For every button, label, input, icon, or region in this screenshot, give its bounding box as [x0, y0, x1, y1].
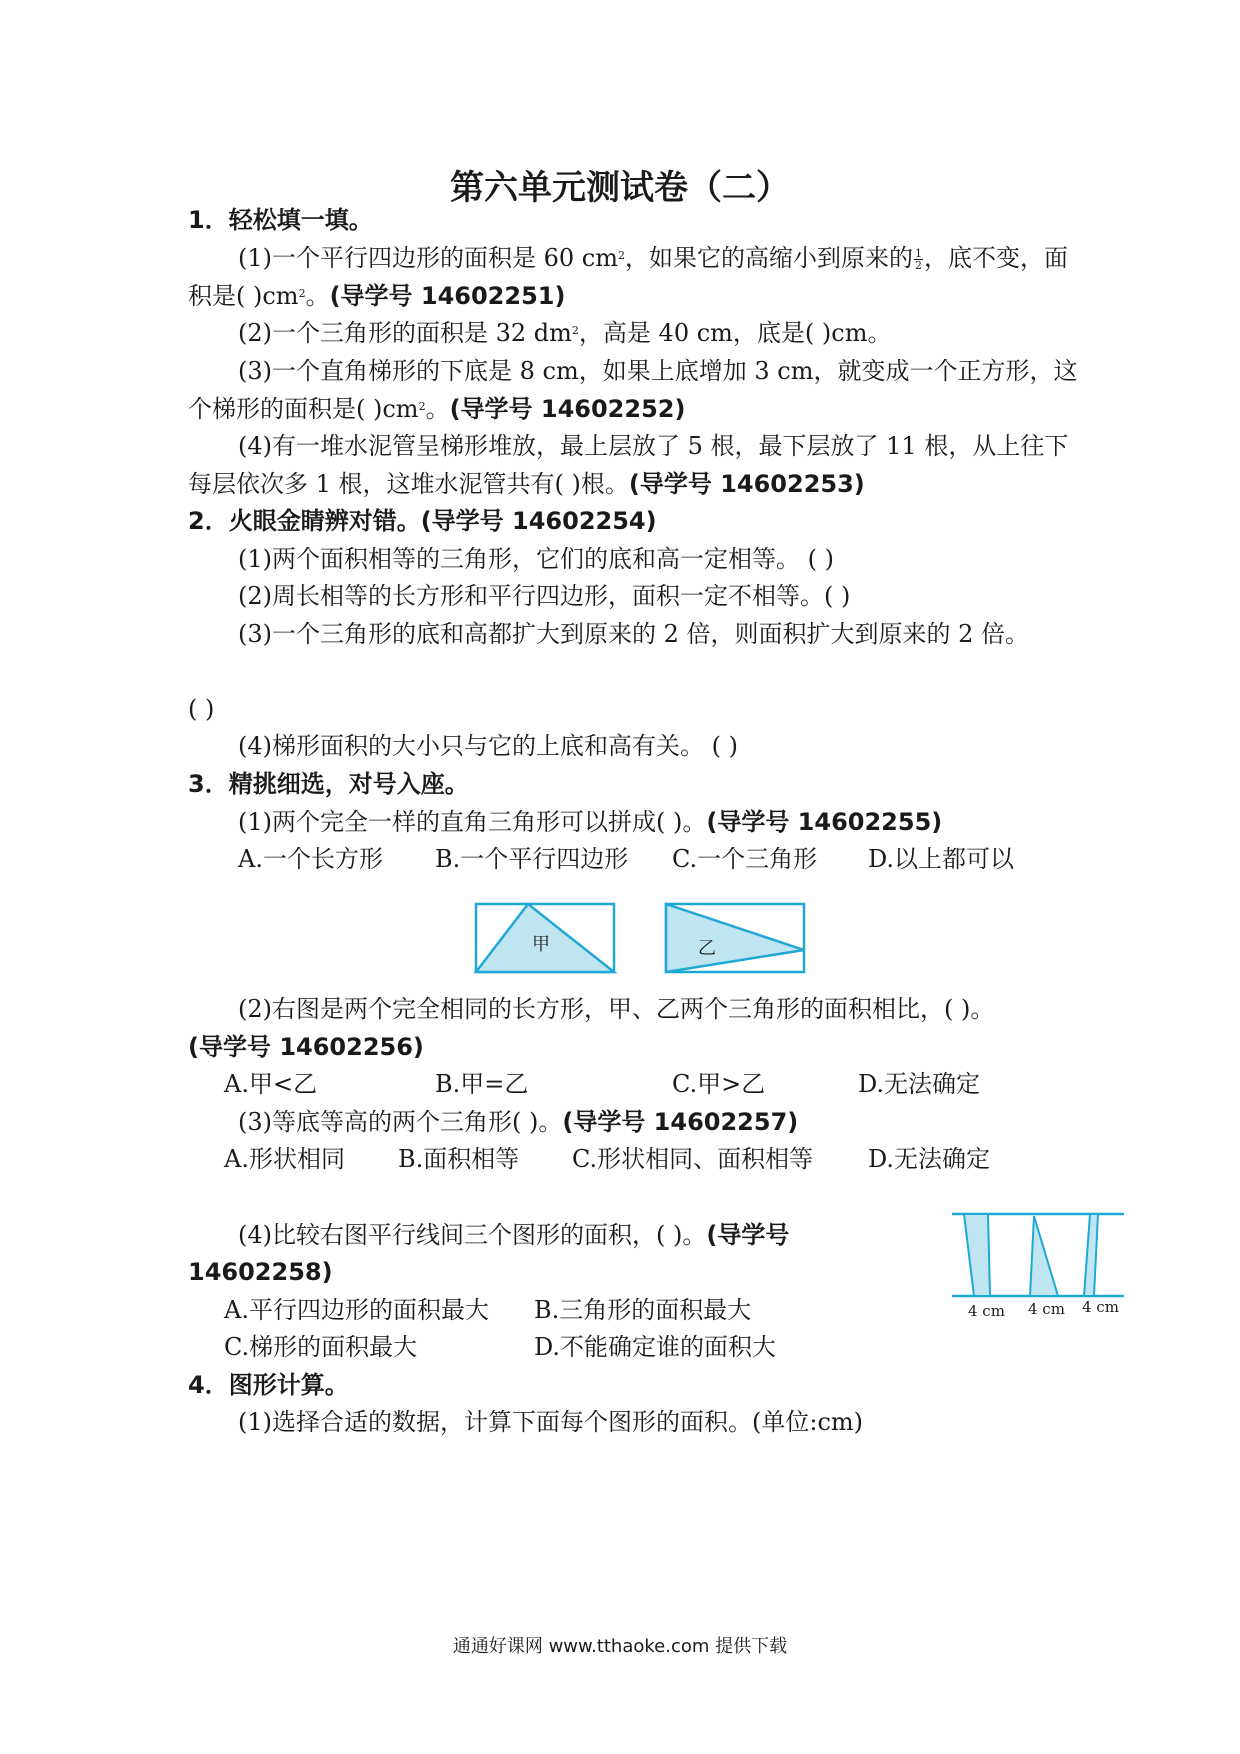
label-jia: 甲: [532, 934, 550, 955]
superscript: 2: [571, 324, 579, 337]
s3-q3-text: (3)等底等高的两个三角形( )。: [238, 1108, 563, 1136]
s1-q3-line2: [188, 393, 685, 425]
s1-q1-ref: (导学号 14602251): [329, 282, 566, 310]
s3-q1: [238, 806, 942, 838]
trapezoid-shape: [964, 1214, 990, 1296]
s1-q1-text-b: ，如果它的高缩小到原来的: [625, 244, 913, 272]
s1-q1-text-d: 积是( )cm: [188, 282, 299, 310]
s3-q1-option-a: A.一个长方形: [238, 845, 383, 873]
s3-q4-option-a: A.平行四边形的面积最大: [224, 1296, 489, 1324]
s3-q1-text: (1)两个完全一样的直角三角形可以拼成( )。: [238, 808, 707, 836]
section-1-heading: 1．轻松填一填。: [188, 206, 373, 234]
s1-q1-line1: [238, 242, 1068, 274]
superscript: 2: [618, 249, 625, 262]
s3-q4-option-d: D.不能确定谁的面积大: [534, 1333, 777, 1361]
s3-q3-option-a: A.形状相同: [224, 1145, 345, 1173]
s1-q2-text-b: ，高是 40 cm，底是( )cm。: [578, 319, 892, 347]
s2-q3: (3)一个三角形的底和高都扩大到原来的 2 倍，则面积扩大到原来的 2 倍。: [238, 620, 1030, 648]
s1-q4-ref: (导学号 14602253): [628, 470, 865, 498]
section-2-heading: 2．火眼金睛辨对错。: [188, 507, 421, 535]
parallel-lines-figure: [948, 1210, 1128, 1320]
s3-q4-text: (4)比较右图平行线间三个图形的面积，( )。: [238, 1221, 707, 1249]
cm-label-1: 4 cm: [968, 1302, 1005, 1320]
s3-q4-ref-a: (导学号: [706, 1221, 790, 1249]
section-2-heading-line: [188, 505, 657, 537]
s3-q1-option-d: D.以上都可以: [868, 845, 1015, 873]
parallelogram-shape: [1084, 1214, 1098, 1296]
s4-q1: (1)选择合适的数据，计算下面每个图形的面积。(单位:cm): [238, 1408, 864, 1436]
fraction-numerator: 1: [915, 247, 922, 260]
s1-q2-text-a: (2)一个三角形的面积是 32 dm: [238, 319, 572, 347]
s3-q4-ref-b: 14602258): [188, 1258, 333, 1286]
s2-q3-answer-paren: ( ): [188, 695, 215, 723]
superscript: 2: [298, 287, 306, 300]
label-yi: 乙: [698, 938, 716, 959]
section-3-heading: 3．精挑细选，对号入座。: [188, 770, 469, 798]
s1-q3-ref: (导学号 14602252): [449, 395, 686, 423]
s3-q3: [238, 1106, 798, 1138]
s3-q2-option-a: A.甲<乙: [224, 1070, 318, 1098]
s1-q2: [238, 317, 891, 349]
s3-q4-line1: [238, 1219, 789, 1251]
s3-q3-option-b: B.面积相等: [398, 1145, 520, 1173]
s1-q4-text-b: 每层依次多 1 根，这堆水泥管共有( )根。: [188, 470, 629, 498]
s1-q3-text-b: 个梯形的面积是( )cm: [188, 395, 419, 423]
s3-q3-option-d: D.无法确定: [868, 1145, 991, 1173]
s2-q1: (1)两个面积相等的三角形，它们的底和高一定相等。 ( ): [238, 545, 834, 573]
s2-q2: (2)周长相等的长方形和平行四边形，面积一定不相等。( ): [238, 582, 851, 610]
s1-q4-line1: (4)有一堆水泥管呈梯形堆放，最上层放了 5 根，最下层放了 11 根，从上往下: [238, 432, 1069, 460]
footer: 通通好课网 www.tthaoke.com 提供下载: [452, 1636, 788, 1657]
s2-ref: (导学号 14602254): [420, 507, 657, 535]
triangle-shape: [1030, 1216, 1058, 1296]
cm-label-3: 4 cm: [1082, 1298, 1119, 1316]
s1-q1-text-c: ，底不变，面: [924, 244, 1068, 272]
page-title: 第六单元测试卷（二）: [450, 168, 790, 208]
s1-q3-line1: (3)一个直角梯形的下底是 8 cm，如果上底增加 3 cm，就变成一个正方形，这: [238, 357, 1078, 385]
s1-q1-text-e: 。: [305, 282, 330, 310]
s3-q2-option-c: C.甲>乙: [672, 1070, 766, 1098]
s1-q1-line2: [188, 280, 565, 312]
fraction-denominator: 2: [915, 259, 922, 272]
fraction: [914, 248, 923, 271]
s1-q3-text-c: 。: [425, 395, 450, 423]
s1-q4-line2: [188, 468, 865, 500]
s3-q2: (2)右图是两个完全相同的长方形，甲、乙两个三角形的面积相比，( )。: [238, 995, 995, 1023]
section-4-heading: 4．图形计算。: [188, 1371, 349, 1399]
superscript: 2: [418, 400, 426, 413]
s2-q4: (4)梯形面积的大小只与它的上底和高有关。 ( ): [238, 732, 738, 760]
s3-q4-option-c: C.梯形的面积最大: [224, 1333, 418, 1361]
s3-q3-option-c: C.形状相同、面积相等: [572, 1145, 814, 1173]
s3-q2-option-b: B.甲=乙: [435, 1070, 529, 1098]
s3-q3-ref: (导学号 14602257): [562, 1108, 799, 1136]
triangles-in-rectangles-figure: [470, 900, 810, 980]
s3-q1-option-c: C.一个三角形: [672, 845, 818, 873]
s3-q2-ref: (导学号 14602256): [188, 1033, 424, 1061]
s1-q1-text-a: (1)一个平行四边形的面积是 60 cm: [238, 244, 618, 272]
s3-q2-option-d: D.无法确定: [858, 1070, 981, 1098]
s3-q1-ref: (导学号 14602255): [706, 808, 943, 836]
s3-q1-option-b: B.一个平行四边形: [435, 845, 629, 873]
cm-label-2: 4 cm: [1028, 1300, 1065, 1318]
s3-q4-option-b: B.三角形的面积最大: [534, 1296, 752, 1324]
